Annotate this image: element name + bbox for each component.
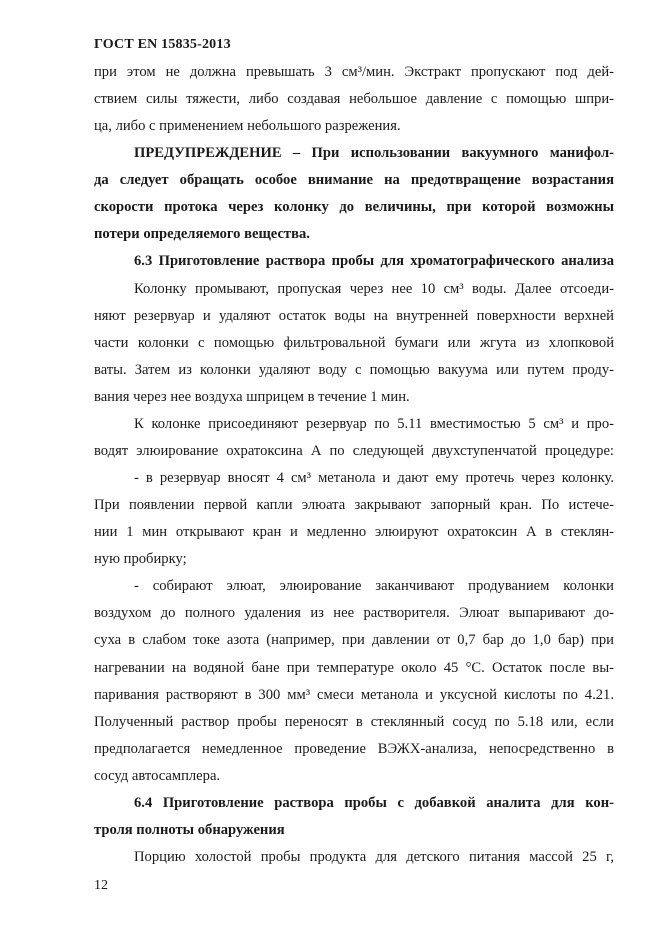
- text-line: нии 1 мин открывают кран и медленно элюируют охратоксин А в стеклян-: [94, 524, 614, 541]
- document-header: ГОСТ EN 15835-2013: [94, 37, 231, 52]
- text-line: скорости протока через колонку до величины, при которой возможны: [94, 199, 614, 216]
- text-line: ваты. Затем из колонки удаляют воду с помощью вакуума или путем проду-: [94, 361, 614, 378]
- text-line: троля полноты обнаружения: [94, 821, 285, 838]
- text-line: вания через нее воздуха шприцем в течение 1 мин.: [94, 388, 410, 405]
- page-number: 12: [94, 878, 108, 893]
- text-line: Порцию холостой пробы продукта для детского питания массой 25 г,: [134, 849, 614, 866]
- text-line: няют резервуар и удаляют остаток воды на внутренней поверхности верхней: [94, 307, 614, 324]
- text-line: ца, либо с применением небольшого разрежения.: [94, 118, 401, 135]
- text-line: нагревании на водяной бане при температуре около 45 °С. Остаток после вы-: [94, 659, 614, 676]
- text-line: 6.4 Приготовление раствора пробы с добавкой аналита для кон-: [134, 794, 614, 811]
- text-line: При появлении первой капли элюата закрывают запорный кран. По истече-: [94, 497, 614, 514]
- text-line: К колонке присоединяют резервуар по 5.11 вместимостью 5 см³ и про-: [134, 415, 614, 432]
- text-line: предполагается немедленное проведение ВЭЖХ-анализа, непосредственно в: [94, 740, 614, 757]
- text-line: да следует обращать особое внимание на предотвращение возрастания: [94, 172, 614, 189]
- text-line: ПРЕДУПРЕЖДЕНИЕ – При использовании вакуумного манифол-: [134, 145, 614, 162]
- text-line: 6.3 Приготовление раствора пробы для хроматографического анализа: [134, 253, 614, 270]
- text-line: суха в слабом токе азота (например, при давлении от 0,7 бар до 1,0 бар) при: [94, 632, 614, 649]
- text-line: паривания растворяют в 300 мм³ смеси метанола и уксусной кислоты по 4.21.: [94, 686, 614, 703]
- text-line: ную пробирку;: [94, 551, 187, 568]
- text-line: сосуд автосамплера.: [94, 767, 221, 784]
- text-line: - собирают элюат, элюирование заканчивают продуванием колонки: [134, 578, 614, 595]
- text-line: воздухом до полного удаления из нее растворителя. Элюат выпаривают до-: [94, 605, 614, 622]
- text-line: Колонку промывают, пропуская через нее 10 см³ воды. Далее отсоеди-: [134, 280, 614, 297]
- text-line: ствием силы тяжести, либо создавая небольшое давление с помощью шпри-: [94, 91, 614, 108]
- text-line: при этом не должна превышать 3 см³/мин. Экстракт пропускают под дей-: [94, 64, 614, 80]
- text-line: водят элюирование охратоксина А по следующей двухступенчатой процедуре:: [94, 442, 614, 459]
- text-line: части колонки с помощью фильтровальной бумаги или жгута из хлопковой: [94, 334, 614, 351]
- text-line: - в резервуар вносят 4 см³ метанола и дают ему протечь через колонку.: [134, 470, 614, 487]
- text-line: потери определяемого вещества.: [94, 226, 310, 243]
- text-line: Полученный раствор пробы переносят в стеклянный сосуд по 5.18 или, если: [94, 713, 614, 730]
